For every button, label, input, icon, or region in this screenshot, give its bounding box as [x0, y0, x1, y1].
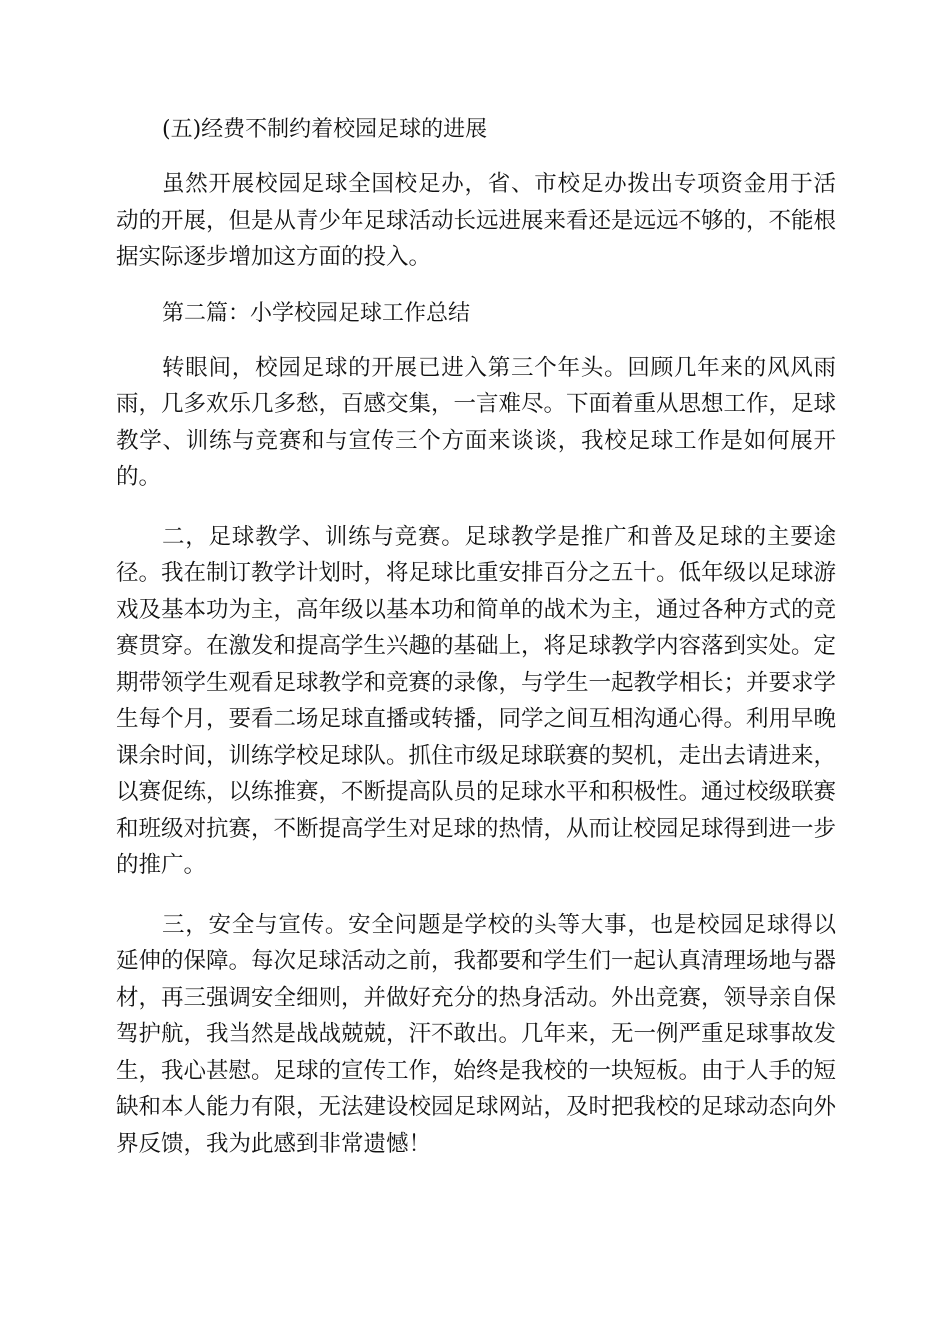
document-page	[116, 112, 836, 1162]
spacer	[116, 332, 836, 350]
section-heading-funding: (五)经费不制约着校园足球的进展	[162, 117, 488, 142]
paragraph-teaching: 二，足球教学、训练与竞赛。足球教学是推广和普及足球的主要途径。我在制订教学计划时，将足球比重安排百分之五十。低年级以足球游戏及基本功为主，高年级以基本功和简单的战术为主，通过各种方式的竞赛贯穿。在激发和提高学生兴趣的基础上，将足球教学内容落到实处。定期带领学生观看足球教学和竞赛的录像，与学生一起教学相长；并要求学生每个月，要看二场足球直播或转播，同学之间互相沟通心得。利用早晚课余时间，训练学校足球队。抓住市级足球联赛的契机，走出去请进来，以赛促练，以练推赛，不断提高队员的足球水平和积极性。通过校级联赛和班级对抗赛，不断提高学生对足球的热情，从而让校园足球得到进一步的推广。	[116, 523, 837, 878]
paragraph-intro: 转眼间，校园足球的开展已进入第三个年头。回顾几年来的风风雨雨，几多欢乐几多愁，百感交集，一言难尽。下面着重从思想工作，足球教学、训练与竞赛和与宣传三个方面来谈谈，我校足球工作是如何展开的。	[116, 354, 837, 490]
spacer	[116, 148, 836, 166]
paragraph-safety: 三，安全与宣传。安全问题是学校的头等大事，也是校园足球得以延伸的保障。每次足球活动之前，我都要和学生们一起认真清理场地与器材，再三强调安全细则，并做好充分的热身活动。外出竞赛，领导亲自保驾护航，我当然是战战兢兢，汗不敢出。几年来，无一例严重足球事故发生，我心甚慰。足球的宣传工作，始终是我校的一块短板。由于人手的短缺和本人能力有限，无法建设校园足球网站，及时把我校的足球动态向外界反馈，我为此感到非常遗憾！	[116, 911, 837, 1157]
spacer	[116, 276, 836, 296]
paragraph-funding: 虽然开展校园足球全国校足办，省、市校足办拨出专项资金用于活动的开展，但是从青少年足球活动长远进展来看还是远远不够的，不能根据实际逐步增加这方面的投入。	[116, 171, 837, 270]
spacer	[116, 884, 836, 907]
section-heading-summary: 第二篇：小学校园足球工作总结	[162, 300, 471, 326]
spacer	[116, 496, 836, 519]
